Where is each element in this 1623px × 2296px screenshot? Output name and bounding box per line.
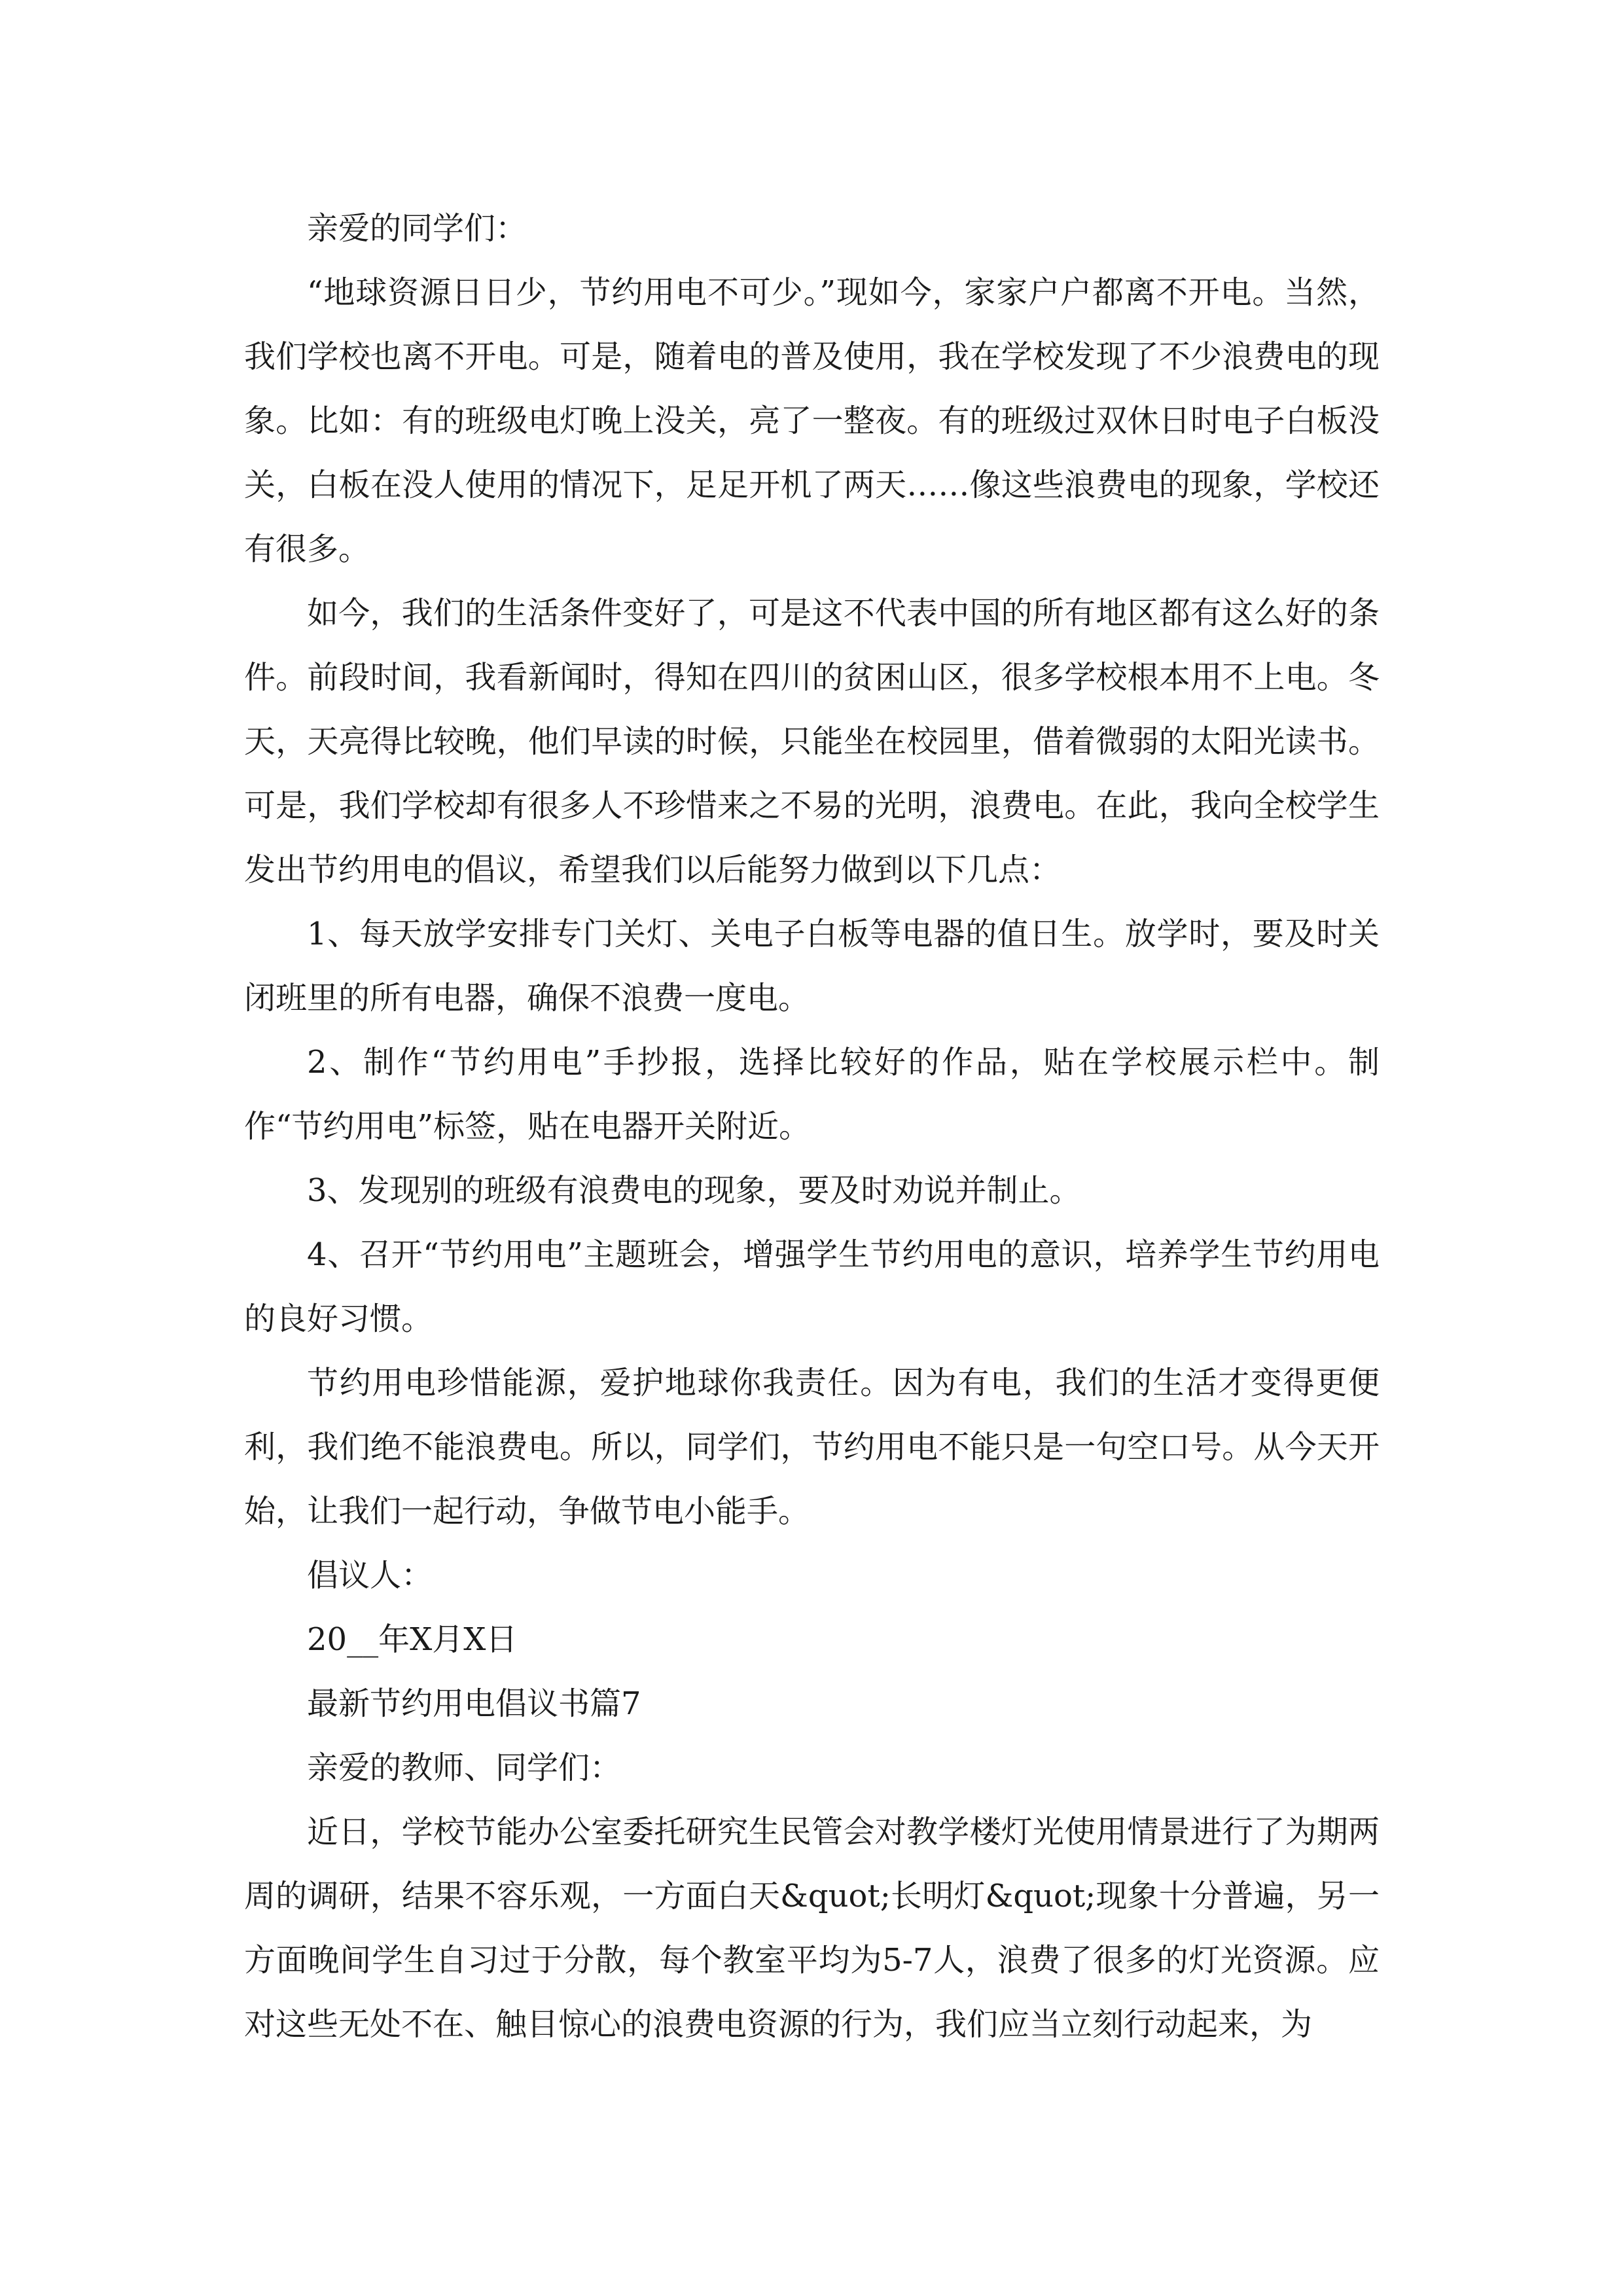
salutation: 亲爱的同学们： xyxy=(307,210,527,247)
salutation: 亲爱的教师、同学们： xyxy=(307,1749,622,1786)
section-title: 最新节约用电倡议书篇7 xyxy=(307,1685,641,1722)
document-body xyxy=(244,196,1380,2056)
body-paragraph: 节约用电珍惜能源，爱护地球你我责任。因为有电，我们的生活才变得更便利，我们绝不能浪费电。所以，同学们，节约用电不能只是一句空口号。从今天开始，让我们一起行动，争做节电小能手。 xyxy=(244,1365,1380,1530)
signature-label: 倡议人： xyxy=(307,1557,433,1594)
list-item: 3、发现别的班级有浪费电的现象，要及时劝说并制止。 xyxy=(307,1172,1081,1209)
list-item: 1、每天放学安排专门关灯、关电子白板等电器的值日生。放学时，要及时关闭班里的所有电器，确保不浪费一度电。 xyxy=(244,916,1380,1016)
list-item: 2、制作“节约用电”手抄报，选择比较好的作品，贴在学校展示栏中。制作“节约用电”标签，贴在电器开关附近。 xyxy=(244,1044,1380,1145)
body-paragraph: 近日，学校节能办公室委托研究生民管会对教学楼灯光使用情景进行了为期两周的调研，结果不容乐观，一方面白天&quot;长明灯&quot;现象十分普遍，另一方面晚间学生自习过于分散，每个教室平均为5-7人，浪费了很多的灯光资源。应对这些无处不在、触目惊心的浪费电资源的行为，我们应当立刻行动起来，为 xyxy=(244,1814,1380,2043)
body-paragraph: “地球资源日日少，节约用电不可少。”现如今，家家户户都离不开电。当然，我们学校也离不开电。可是，随着电的普及使用，我在学校发现了不少浪费电的现象。比如：有的班级电灯晚上没关，亮了一整夜。有的班级过双休日时电子白板没关，白板在没人使用的情况下，足足开机了两天……像这些浪费电的现象，学校还有很多。 xyxy=(244,274,1380,567)
body-paragraph: 如今，我们的生活条件变好了，可是这不代表中国的所有地区都有这么好的条件。前段时间，我看新闻时，得知在四川的贫困山区，很多学校根本用不上电。冬天，天亮得比较晚，他们早读的时候，只能坐在校园里，借着微弱的太阳光读书。可是，我们学校却有很多人不珍惜来之不易的光明，浪费电。在此，我向全校学生发出节约用电的倡议，希望我们以后能努力做到以下几点： xyxy=(244,595,1380,888)
list-item: 4、召开“节约用电”主题班会，增强学生节约用电的意识，培养学生节约用电的良好习惯。 xyxy=(244,1236,1380,1337)
date-line: 20__年X月X日 xyxy=(307,1621,518,1658)
